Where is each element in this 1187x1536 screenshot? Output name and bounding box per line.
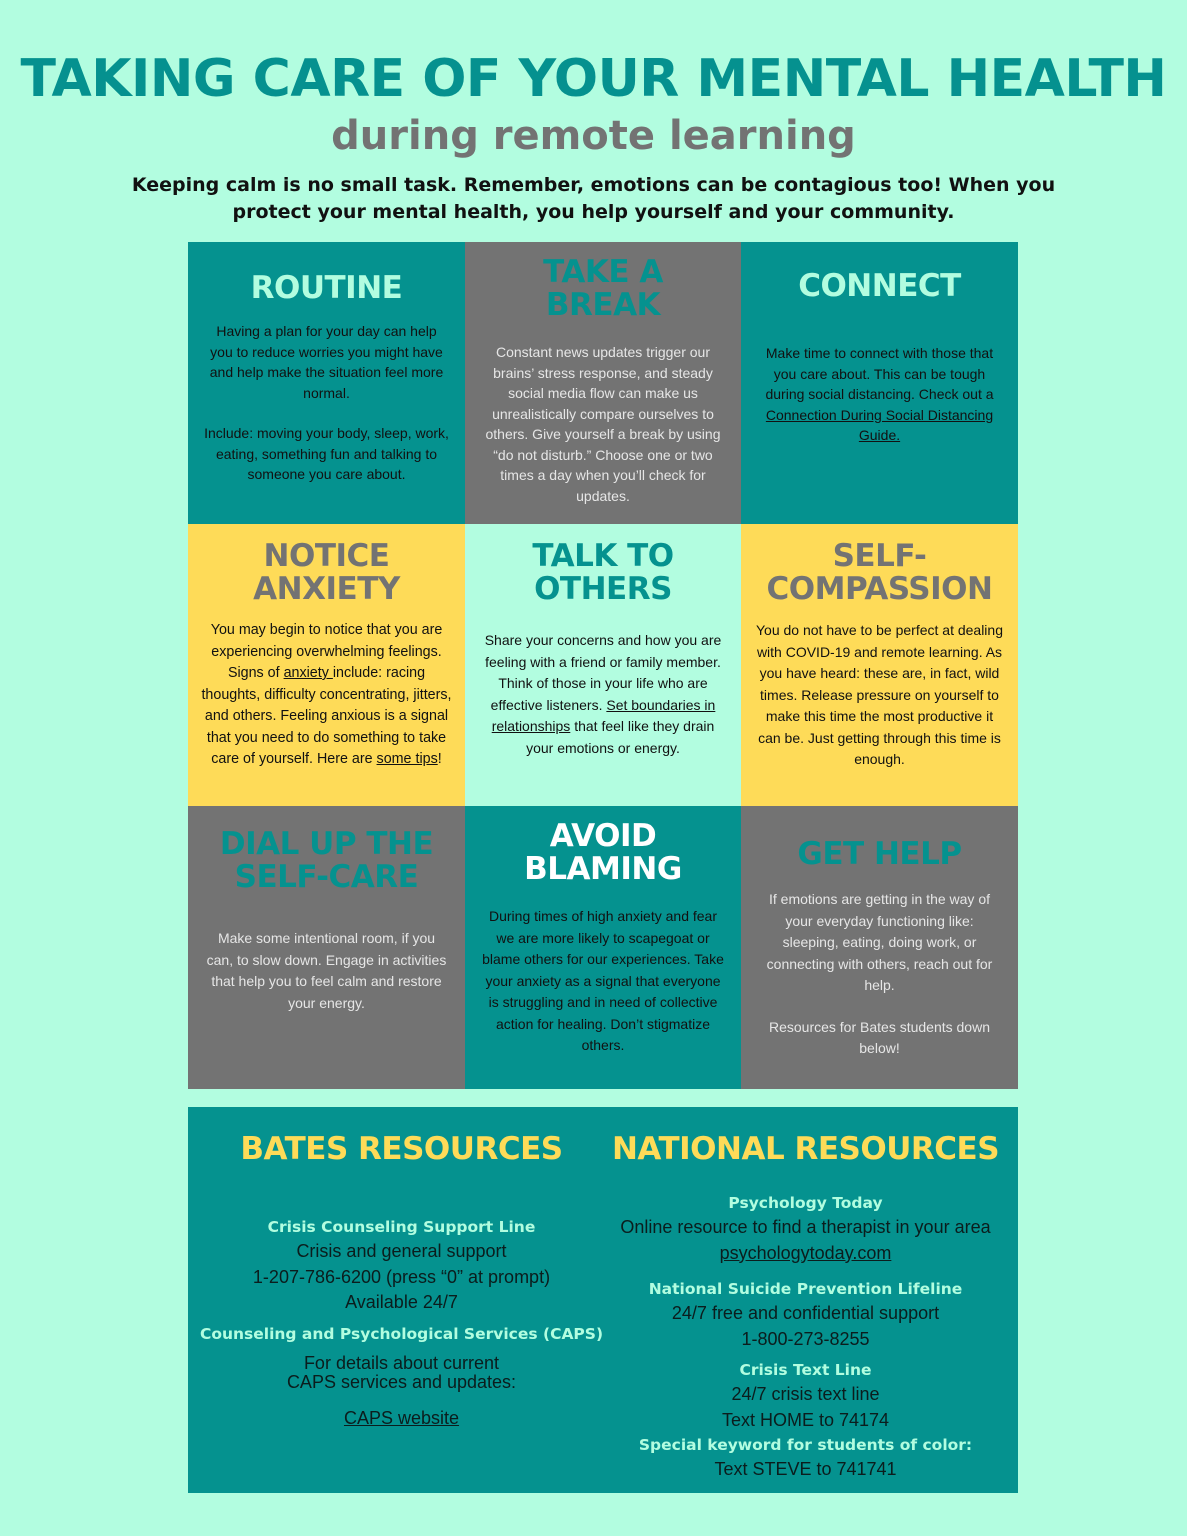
psychology-today-title: Psychology Today (728, 1194, 883, 1212)
some-tips-link[interactable]: some tips (376, 751, 438, 767)
nspl-title: National Suicide Prevention Lifeline (648, 1280, 963, 1298)
bates-resources (188, 1107, 615, 1431)
tile-title (481, 256, 725, 322)
connection-guide-link[interactable]: Connection During Social Distancing Guide. (765, 406, 994, 443)
tile-take-a-break (465, 242, 741, 524)
national-resources (593, 1107, 1018, 1483)
tile-title-line: TALK TO (532, 538, 674, 574)
tile-title (753, 540, 1006, 606)
tile-body-text: Make time to connect with those that you care about. This can be tough during social distancing. Check out a (765, 345, 994, 402)
tile-title-line: TAKE A (543, 254, 663, 290)
tile-title: CONNECT (798, 268, 961, 304)
tile-title-line: BLAMING (524, 851, 682, 887)
tile-title-line: DIAL UP THE (219, 826, 434, 862)
national-heading: NATIONAL RESOURCES (611, 1131, 1000, 1167)
tile-body (198, 620, 455, 771)
tips-grid (188, 242, 1018, 1089)
tile-title (198, 540, 455, 606)
crisis-line-phone: 1-207-786-6200 (press “0” at prompt) (252, 1266, 551, 1287)
tile-body: Resources for Bates students down below! (768, 1018, 990, 1056)
intro-text: Keeping calm is no small task. Remember, emotions can be contagious too! When you protect your mental health, you help yourself and your community. (131, 174, 1056, 223)
special-keyword-title: Special keyword for students of color: (638, 1436, 973, 1454)
tile-body: If emotions are getting in the way of your everyday functioning like: sleeping, eating, doing work, or connecting with others, reach out for help. (766, 891, 993, 993)
crisis-text-line-keyword: Text HOME to 74174 (721, 1409, 890, 1430)
tile-body (481, 630, 725, 759)
caps-desc: For details about current (303, 1352, 500, 1373)
tile-body: Include: moving your body, sleep, work, eating, something fun and talking to someone you care about. (204, 425, 449, 482)
bates-heading: BATES RESOURCES (240, 1131, 563, 1167)
tile-title-line: COMPASSION (766, 571, 993, 607)
crisis-line-availability: Available 24/7 (345, 1292, 458, 1312)
tile-body: You do not have to be perfect at dealing with COVID-19 and remote learning. As you have heard: these are, in fact, wild times. Release pressure on yourself to make this time the most productive it can be. Just getting through this time is enough. (755, 622, 1003, 767)
tile-body-text: that feel like they drain your emotions or energy. (526, 718, 715, 756)
tile-title-line: NOTICE (263, 538, 390, 574)
crisis-line-desc: Crisis and general support (296, 1241, 507, 1261)
crisis-line-title: Crisis Counseling Support Line (267, 1218, 536, 1236)
tile-title: GET HELP (797, 836, 962, 872)
tile-title: ROUTINE (250, 270, 403, 306)
tile-talk-to-others (465, 524, 741, 806)
tile-notice-anxiety (188, 524, 465, 806)
tile-body-text: You may begin to notice that you are experiencing overwhelming feelings. Signs of (210, 622, 443, 681)
psychology-today-desc: Online resource to find a therapist in your area (620, 1217, 991, 1237)
special-keyword-desc: Text STEVE to 741741 (714, 1459, 897, 1479)
tile-avoid-blaming (465, 806, 741, 1089)
tile-title (481, 540, 725, 606)
page-subtitle: during remote learning (331, 113, 856, 159)
tile-body: Constant news updates trigger our brains’ stress response, and steady social media flow can make us unrealistically compare ourselves to others. Give yourself a break by using “do not disturb.” Choose one or two times a day when you’ll check for updates. (485, 344, 721, 504)
psychology-today-link[interactable]: psychologytoday.com (719, 1242, 892, 1263)
tile-routine (188, 242, 465, 524)
tile-dial-up-self-care (188, 806, 465, 1089)
tile-body: Having a plan for your day can help you to reduce worries you might have and help make the situation feel more normal. (209, 323, 444, 401)
nspl-desc: 24/7 free and confidential support (671, 1303, 940, 1323)
tile-title-line: AVOID (549, 818, 657, 854)
set-boundaries-link[interactable]: Set boundaries in relationships (491, 696, 716, 734)
caps-desc: CAPS services and updates: (286, 1371, 517, 1392)
tile-title (481, 820, 725, 886)
tile-body-text: ! (437, 751, 442, 767)
caps-title: Counseling and Psychological Services (CAPS) (199, 1324, 604, 1343)
tile-body: Make some intentional room, if you can, to slow down. Engage in activities that help you to feel calm and restore your energy. (206, 930, 447, 1011)
tile-title-line: SELF-CARE (234, 859, 419, 895)
crisis-text-line-title: Crisis Text Line (739, 1361, 872, 1379)
tile-connect (741, 242, 1018, 524)
caps-website-link[interactable]: CAPS website (343, 1407, 460, 1428)
tile-title-line: SELF- (832, 538, 927, 574)
tile-body-text: Share your concerns and how you are feeling with a friend or family member. Think of those in your life who are effective listeners. (484, 632, 722, 713)
tile-body: During times of high anxiety and fear we are more likely to scapegoat or blame others for our experiences. Take your anxiety as a signal that everyone is struggling and in need of collective action for healing. Don’t stigmatize others. (482, 908, 724, 1053)
nspl-phone: 1-800-273-8255 (741, 1328, 870, 1349)
page-title: TAKING CARE OF YOUR MENTAL HEALTH (20, 49, 1167, 109)
tile-self-compassion (741, 524, 1018, 806)
tile-title-line: BREAK (545, 287, 661, 323)
tile-title-line: OTHERS (534, 571, 672, 607)
anxiety-link[interactable]: anxiety (283, 665, 333, 681)
tile-body (757, 343, 1002, 446)
tile-get-help (741, 806, 1018, 1089)
crisis-text-line-desc: 24/7 crisis text line (731, 1384, 880, 1404)
tile-title-line: ANXIETY (253, 571, 400, 607)
tile-body-text: include: racing thoughts, difficulty concentrating, jitters, and others. Feeling anxious is a signal that you need to do something to take care of yourself. Here are (201, 665, 452, 767)
tile-title (204, 828, 449, 894)
resources-panel (188, 1107, 1018, 1493)
